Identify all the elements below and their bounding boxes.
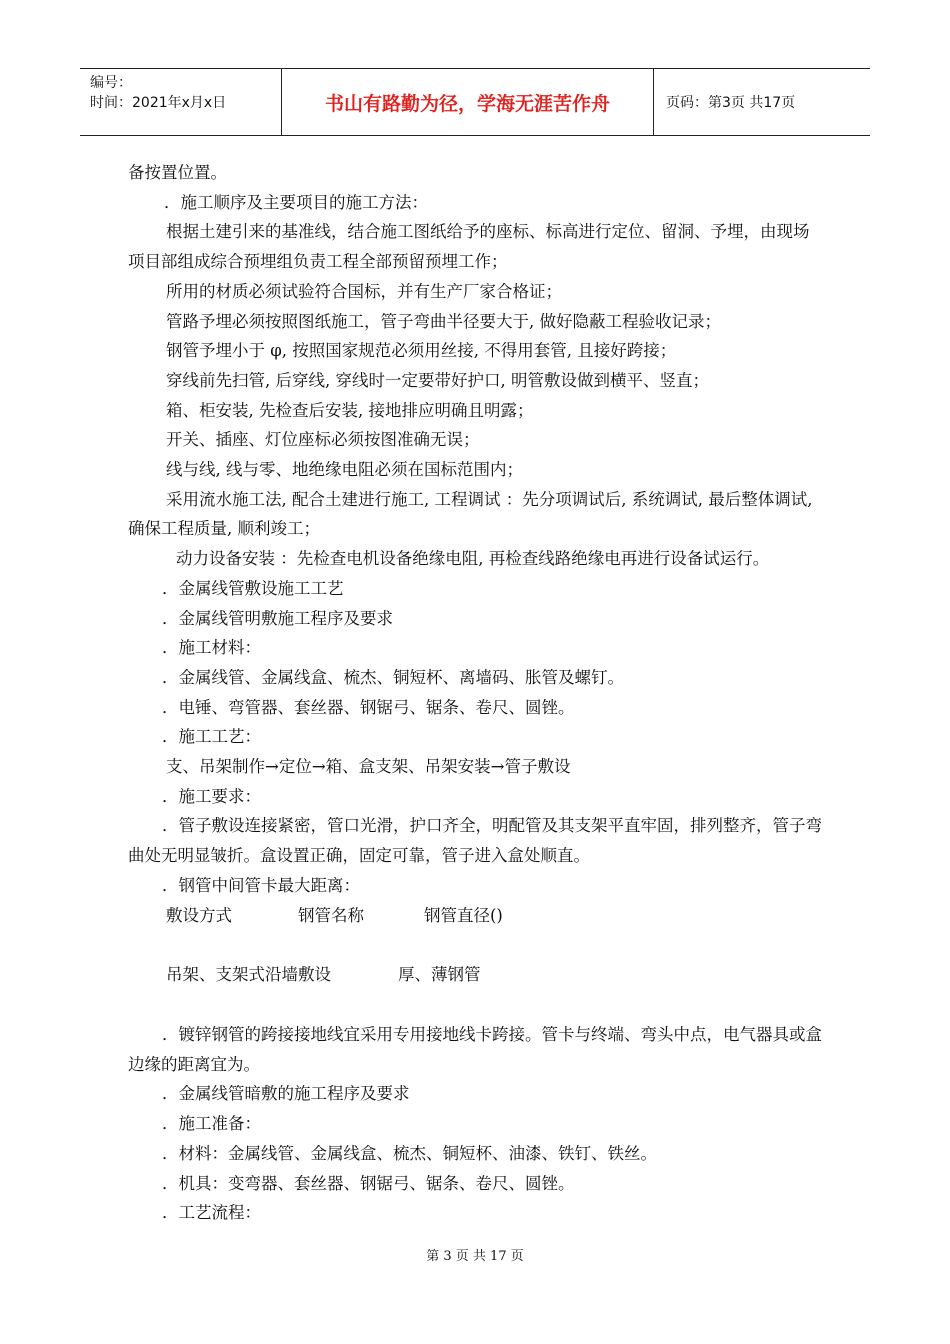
paragraph: 所用的材质必须试验符合国标，并有生产厂家合格证；: [166, 281, 562, 301]
table-header-cell: 敷设方式: [166, 905, 232, 925]
paragraph: 开关、插座、灯位座标必须按图准确无误；: [166, 430, 480, 450]
section-heading: ．施工工艺：: [162, 727, 261, 747]
section-heading: ．钢管中间管卡最大距离：: [162, 875, 360, 895]
number-label: 编号：: [90, 75, 132, 91]
time-label: 时间：2021年x月x日: [90, 95, 227, 111]
section-heading: ．工艺流程：: [162, 1203, 261, 1223]
table-cell: 厚、薄钢管: [398, 965, 481, 985]
paragraph: 管路予埋必须按照图纸施工，管子弯曲半径要大于, 做好隐蔽工程验收记录；: [166, 311, 721, 331]
table-row: [128, 960, 822, 990]
paragraph: 线与线, 线与零、地绝缘电阻必须在国标范围内；: [166, 460, 523, 480]
header-meta: [80, 69, 282, 135]
paragraph: 采用流水施工法, 配合土建进行施工, 工程调试 ：先分项调试后, 系统调试, 最后整体调试, 确保工程质量, 顺利竣工；: [128, 489, 813, 539]
header-motto: 书山有路勤为径，学海无涯苦作舟: [282, 69, 654, 135]
table-header-cell: 钢管名称: [298, 905, 364, 925]
paragraph: 备按置位置。: [128, 163, 227, 182]
paragraph: 箱、柜安装, 先检查后安装, 接地排应明确且明露；: [166, 400, 534, 420]
page-header: [80, 68, 870, 136]
table-header-row: [128, 901, 822, 931]
section-heading: ．施工准备：: [162, 1114, 261, 1134]
paragraph: ．电锤、弯管器、套丝器、钢锯弓、锯条、卷尺、圆锉。: [162, 697, 575, 717]
section-heading: ．施工要求：: [162, 786, 261, 806]
section-heading: ．金属线管敷设施工工艺: [162, 578, 344, 598]
process-flow: 支、吊架制作→定位→箱、盒支架、吊架安装→管子敷设: [166, 757, 571, 777]
paragraph: ．金属线管、金属线盒、梳杰、铜短杯、离墙码、胀管及螺钉。: [162, 667, 624, 687]
paragraph: 根据土建引来的基准线，结合施工图纸给予的座标、标高进行定位、留洞、予埋，由现场项目部组成综合预埋组负责工程全部预留预埋工作；: [128, 222, 810, 272]
table-cell: 吊架、支架式沿墙敷设: [166, 965, 331, 985]
document-body: [128, 158, 822, 1228]
paragraph: ．镀锌钢管的跨接接地线宜采用专用接地线卡跨接。管卡与终端、弯头中点，电气器具或盒边缘的距离宜为。: [128, 1024, 822, 1074]
section-heading: ．施工顺序及主要项目的施工方法：: [164, 192, 428, 212]
header-page-label: 页码：第3页 共17页: [666, 95, 796, 111]
section-heading: ．金属线管明敷施工程序及要求: [162, 608, 393, 628]
section-heading: ．金属线管暗敷的施工程序及要求: [162, 1084, 410, 1104]
section-heading: ．施工材料：: [162, 638, 261, 658]
paragraph: 钢管予埋小于 φ, 按照国家规范必须用丝接, 不得用套管, 且接好跨接；: [166, 341, 677, 361]
paragraph: 穿线前先扫管, 后穿线, 穿线时一定要带好护口, 明管敷设做到横平、竖直；: [166, 370, 709, 390]
paragraph: ．管子敷设连接紧密，管口光滑，护口齐全，明配管及其支架平直牢固，排列整齐，管子弯曲处无明显皱折。盒设置正确，固定可靠，管子进入盒处顺直。: [128, 816, 822, 866]
paragraph: 动力设备安装 ：先检查电机设备绝缘电阻, 再检查线路绝缘电再进行设备试运行。: [176, 549, 770, 569]
table-header-cell: 钢管直径(): [424, 905, 503, 925]
paragraph: ．材料：金属线管、金属线盒、梳杰、铜短杯、油漆、铁钉、铁丝。: [162, 1143, 657, 1163]
page-footer: 第 3 页 共 17 页: [426, 1249, 524, 1264]
paragraph: ．机具：变弯器、套丝器、钢锯弓、锯条、卷尺、圆锉。: [162, 1173, 575, 1193]
